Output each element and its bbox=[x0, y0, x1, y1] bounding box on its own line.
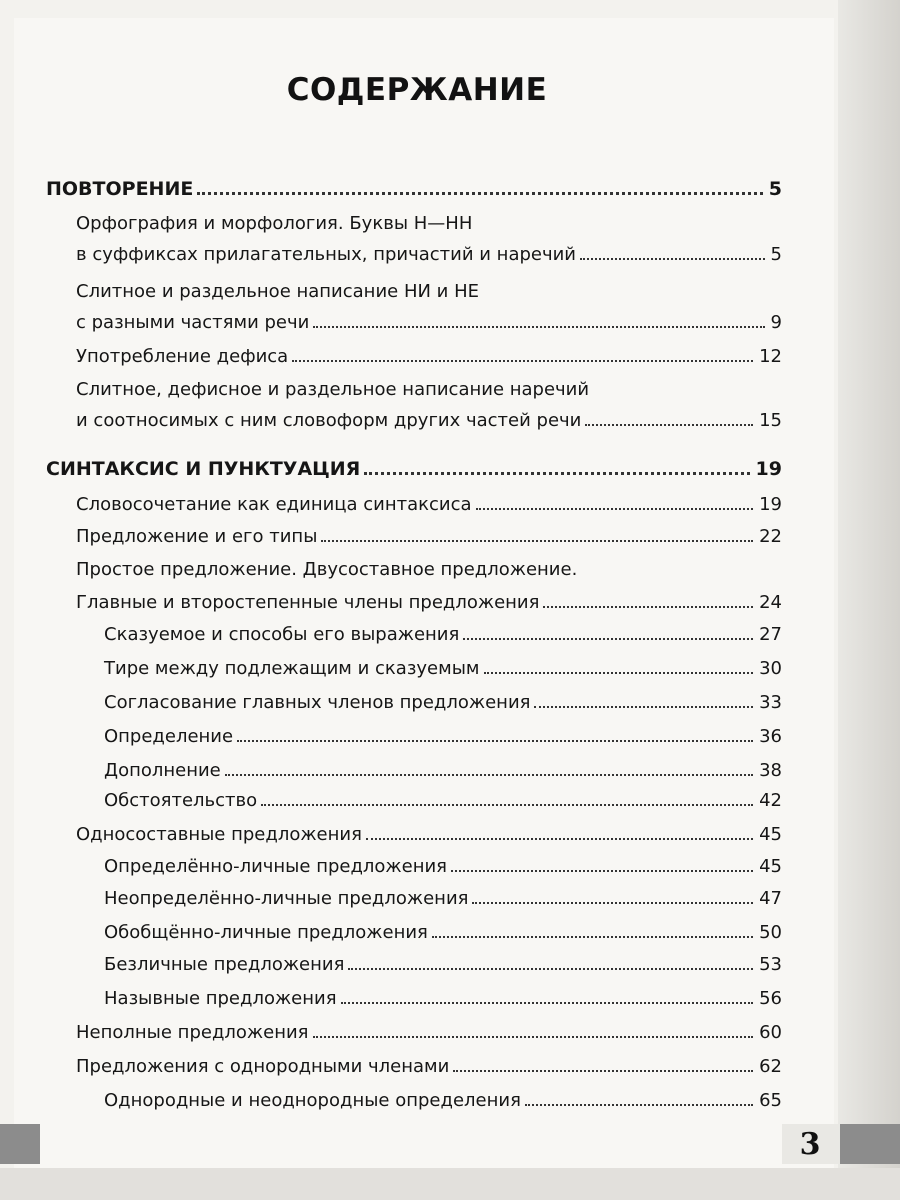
toc-entry bbox=[104, 788, 782, 813]
toc-page-number: 42 bbox=[759, 790, 782, 811]
page-title: СОДЕРЖАНИЕ bbox=[286, 72, 548, 108]
toc-entry bbox=[76, 242, 782, 267]
toc-page-number: 60 bbox=[759, 1022, 782, 1043]
toc-page-number: 24 bbox=[759, 592, 782, 613]
toc-entry bbox=[76, 310, 782, 335]
toc-page-number: 19 bbox=[755, 458, 782, 480]
toc-page-number: 65 bbox=[759, 1090, 782, 1111]
toc-entry-title: Тире между подлежащим и сказуемым bbox=[104, 658, 480, 679]
toc-entry bbox=[104, 952, 782, 977]
toc-entry-title: Неполные предложения bbox=[76, 1022, 309, 1043]
toc-dot-leader bbox=[197, 176, 762, 195]
toc-entry-title: и соотносимых с ним словоформ других частей речи bbox=[76, 410, 582, 431]
toc-entry-title: Однородные и неоднородные определения bbox=[104, 1090, 521, 1111]
toc-page-number: 45 bbox=[759, 824, 782, 845]
footer-bar-left bbox=[0, 1124, 40, 1164]
toc-entry bbox=[76, 1054, 782, 1079]
toc-page-number: 53 bbox=[759, 954, 782, 975]
toc-dot-leader bbox=[585, 408, 753, 426]
toc-dot-leader bbox=[534, 690, 753, 708]
toc-entry-title: Простое предложение. Двусоставное предложение. bbox=[76, 559, 578, 580]
toc-dot-leader bbox=[237, 724, 753, 742]
toc-dot-leader bbox=[366, 822, 753, 840]
toc-dot-leader bbox=[321, 524, 753, 542]
toc-dot-leader bbox=[543, 590, 753, 608]
toc-dot-leader bbox=[525, 1088, 753, 1106]
toc-dot-leader bbox=[432, 920, 753, 938]
toc-entry bbox=[76, 590, 782, 615]
toc-entry-title: Согласование главных членов предложения bbox=[104, 692, 531, 713]
toc-entry bbox=[104, 622, 782, 647]
toc-entry-title: с разными частями речи bbox=[76, 312, 310, 333]
toc-entry-title: Употребление дефиса bbox=[76, 346, 289, 367]
toc-page-number: 30 bbox=[759, 658, 782, 679]
toc-entry bbox=[104, 886, 782, 911]
toc-entry bbox=[76, 280, 782, 304]
toc-dot-leader bbox=[313, 1020, 754, 1038]
toc-dot-leader bbox=[484, 656, 754, 674]
toc-page-number: 9 bbox=[770, 312, 782, 333]
toc-entry-title: Слитное, дефисное и раздельное написание наречий bbox=[76, 379, 590, 400]
toc-dot-leader bbox=[451, 854, 753, 872]
toc-dot-leader bbox=[472, 886, 753, 904]
toc-page-number: 45 bbox=[759, 856, 782, 877]
toc-page-number: 5 bbox=[768, 178, 782, 200]
toc-dot-leader bbox=[225, 758, 753, 776]
toc-dot-leader bbox=[463, 622, 753, 640]
toc-entry bbox=[104, 690, 782, 715]
toc-entry bbox=[76, 408, 782, 433]
toc-entry-title: Словосочетание как единица синтаксиса bbox=[76, 494, 472, 515]
toc-entry bbox=[104, 724, 782, 749]
toc-dot-leader bbox=[453, 1054, 753, 1072]
toc-entry bbox=[104, 758, 782, 783]
toc-page-number: 27 bbox=[759, 624, 782, 645]
bottom-margin-strip bbox=[0, 1168, 900, 1200]
toc-page-number: 62 bbox=[759, 1056, 782, 1077]
toc-entry-title: в суффиксах прилагательных, причастий и наречий bbox=[76, 244, 577, 265]
toc-section-heading bbox=[46, 176, 782, 201]
toc-page-number: 19 bbox=[759, 494, 782, 515]
toc-entry bbox=[76, 524, 782, 549]
toc-page-number: 36 bbox=[759, 726, 782, 747]
toc-section-heading bbox=[46, 456, 782, 481]
toc-entry-title: Безличные предложения bbox=[104, 954, 345, 975]
toc-entry bbox=[76, 212, 782, 236]
toc-entry bbox=[76, 344, 782, 369]
toc-entry-title: СИНТАКСИС И ПУНКТУАЦИЯ bbox=[46, 458, 361, 480]
toc-entry-title: ПОВТОРЕНИЕ bbox=[46, 178, 194, 200]
toc-entry-title: Определённо-личные предложения bbox=[104, 856, 448, 877]
toc-page-number: 33 bbox=[759, 692, 782, 713]
toc-entry-title: Обобщённо-личные предложения bbox=[104, 922, 428, 943]
toc-dot-leader bbox=[580, 242, 765, 260]
toc-entry bbox=[104, 854, 782, 879]
page-number: 3 bbox=[782, 1124, 838, 1164]
toc-entry bbox=[76, 378, 782, 402]
toc-dot-leader bbox=[364, 456, 749, 475]
toc-page-number: 50 bbox=[759, 922, 782, 943]
toc-entry-title: Обстоятельство bbox=[104, 790, 258, 811]
footer-bar-right bbox=[840, 1124, 900, 1164]
toc-dot-leader bbox=[476, 492, 754, 510]
toc-entry-title: Орфография и морфология. Буквы Н—НН bbox=[76, 213, 473, 234]
toc-entry-title: Неопределённо-личные предложения bbox=[104, 888, 469, 909]
toc-entry bbox=[104, 920, 782, 945]
toc-entry-title: Определение bbox=[104, 726, 234, 747]
toc-entry-title: Главные и второстепенные члены предложения bbox=[76, 592, 540, 613]
toc-page-number: 56 bbox=[759, 988, 782, 1009]
toc-page-number: 15 bbox=[759, 410, 782, 431]
toc-page-number: 5 bbox=[770, 244, 782, 265]
toc-dot-leader bbox=[292, 344, 753, 362]
toc-entry bbox=[104, 986, 782, 1011]
toc-entry-title: Назывные предложения bbox=[104, 988, 337, 1009]
toc-dot-leader bbox=[261, 788, 753, 806]
toc-entry bbox=[104, 656, 782, 681]
toc-page-number: 38 bbox=[759, 760, 782, 781]
toc-entry bbox=[104, 1088, 782, 1113]
toc-page-number: 12 bbox=[759, 346, 782, 367]
toc-entry-title: Предложение и его типы bbox=[76, 526, 318, 547]
toc-page-number: 47 bbox=[759, 888, 782, 909]
toc-dot-leader bbox=[341, 986, 754, 1004]
toc-entry bbox=[76, 492, 782, 517]
toc-page-number: 22 bbox=[759, 526, 782, 547]
toc-entry bbox=[76, 1020, 782, 1045]
toc-dot-leader bbox=[348, 952, 753, 970]
toc-entry-title: Слитное и раздельное написание НИ и НЕ bbox=[76, 281, 479, 302]
page-edge-shadow bbox=[838, 0, 900, 1200]
toc-entry bbox=[76, 558, 782, 582]
toc-entry-title: Предложения с однородными членами bbox=[76, 1056, 450, 1077]
toc-dot-leader bbox=[313, 310, 764, 328]
toc-entry bbox=[76, 822, 782, 847]
toc-entry-title: Односоставные предложения bbox=[76, 824, 362, 845]
toc-entry-title: Дополнение bbox=[104, 760, 221, 781]
toc-entry-title: Сказуемое и способы его выражения bbox=[104, 624, 460, 645]
